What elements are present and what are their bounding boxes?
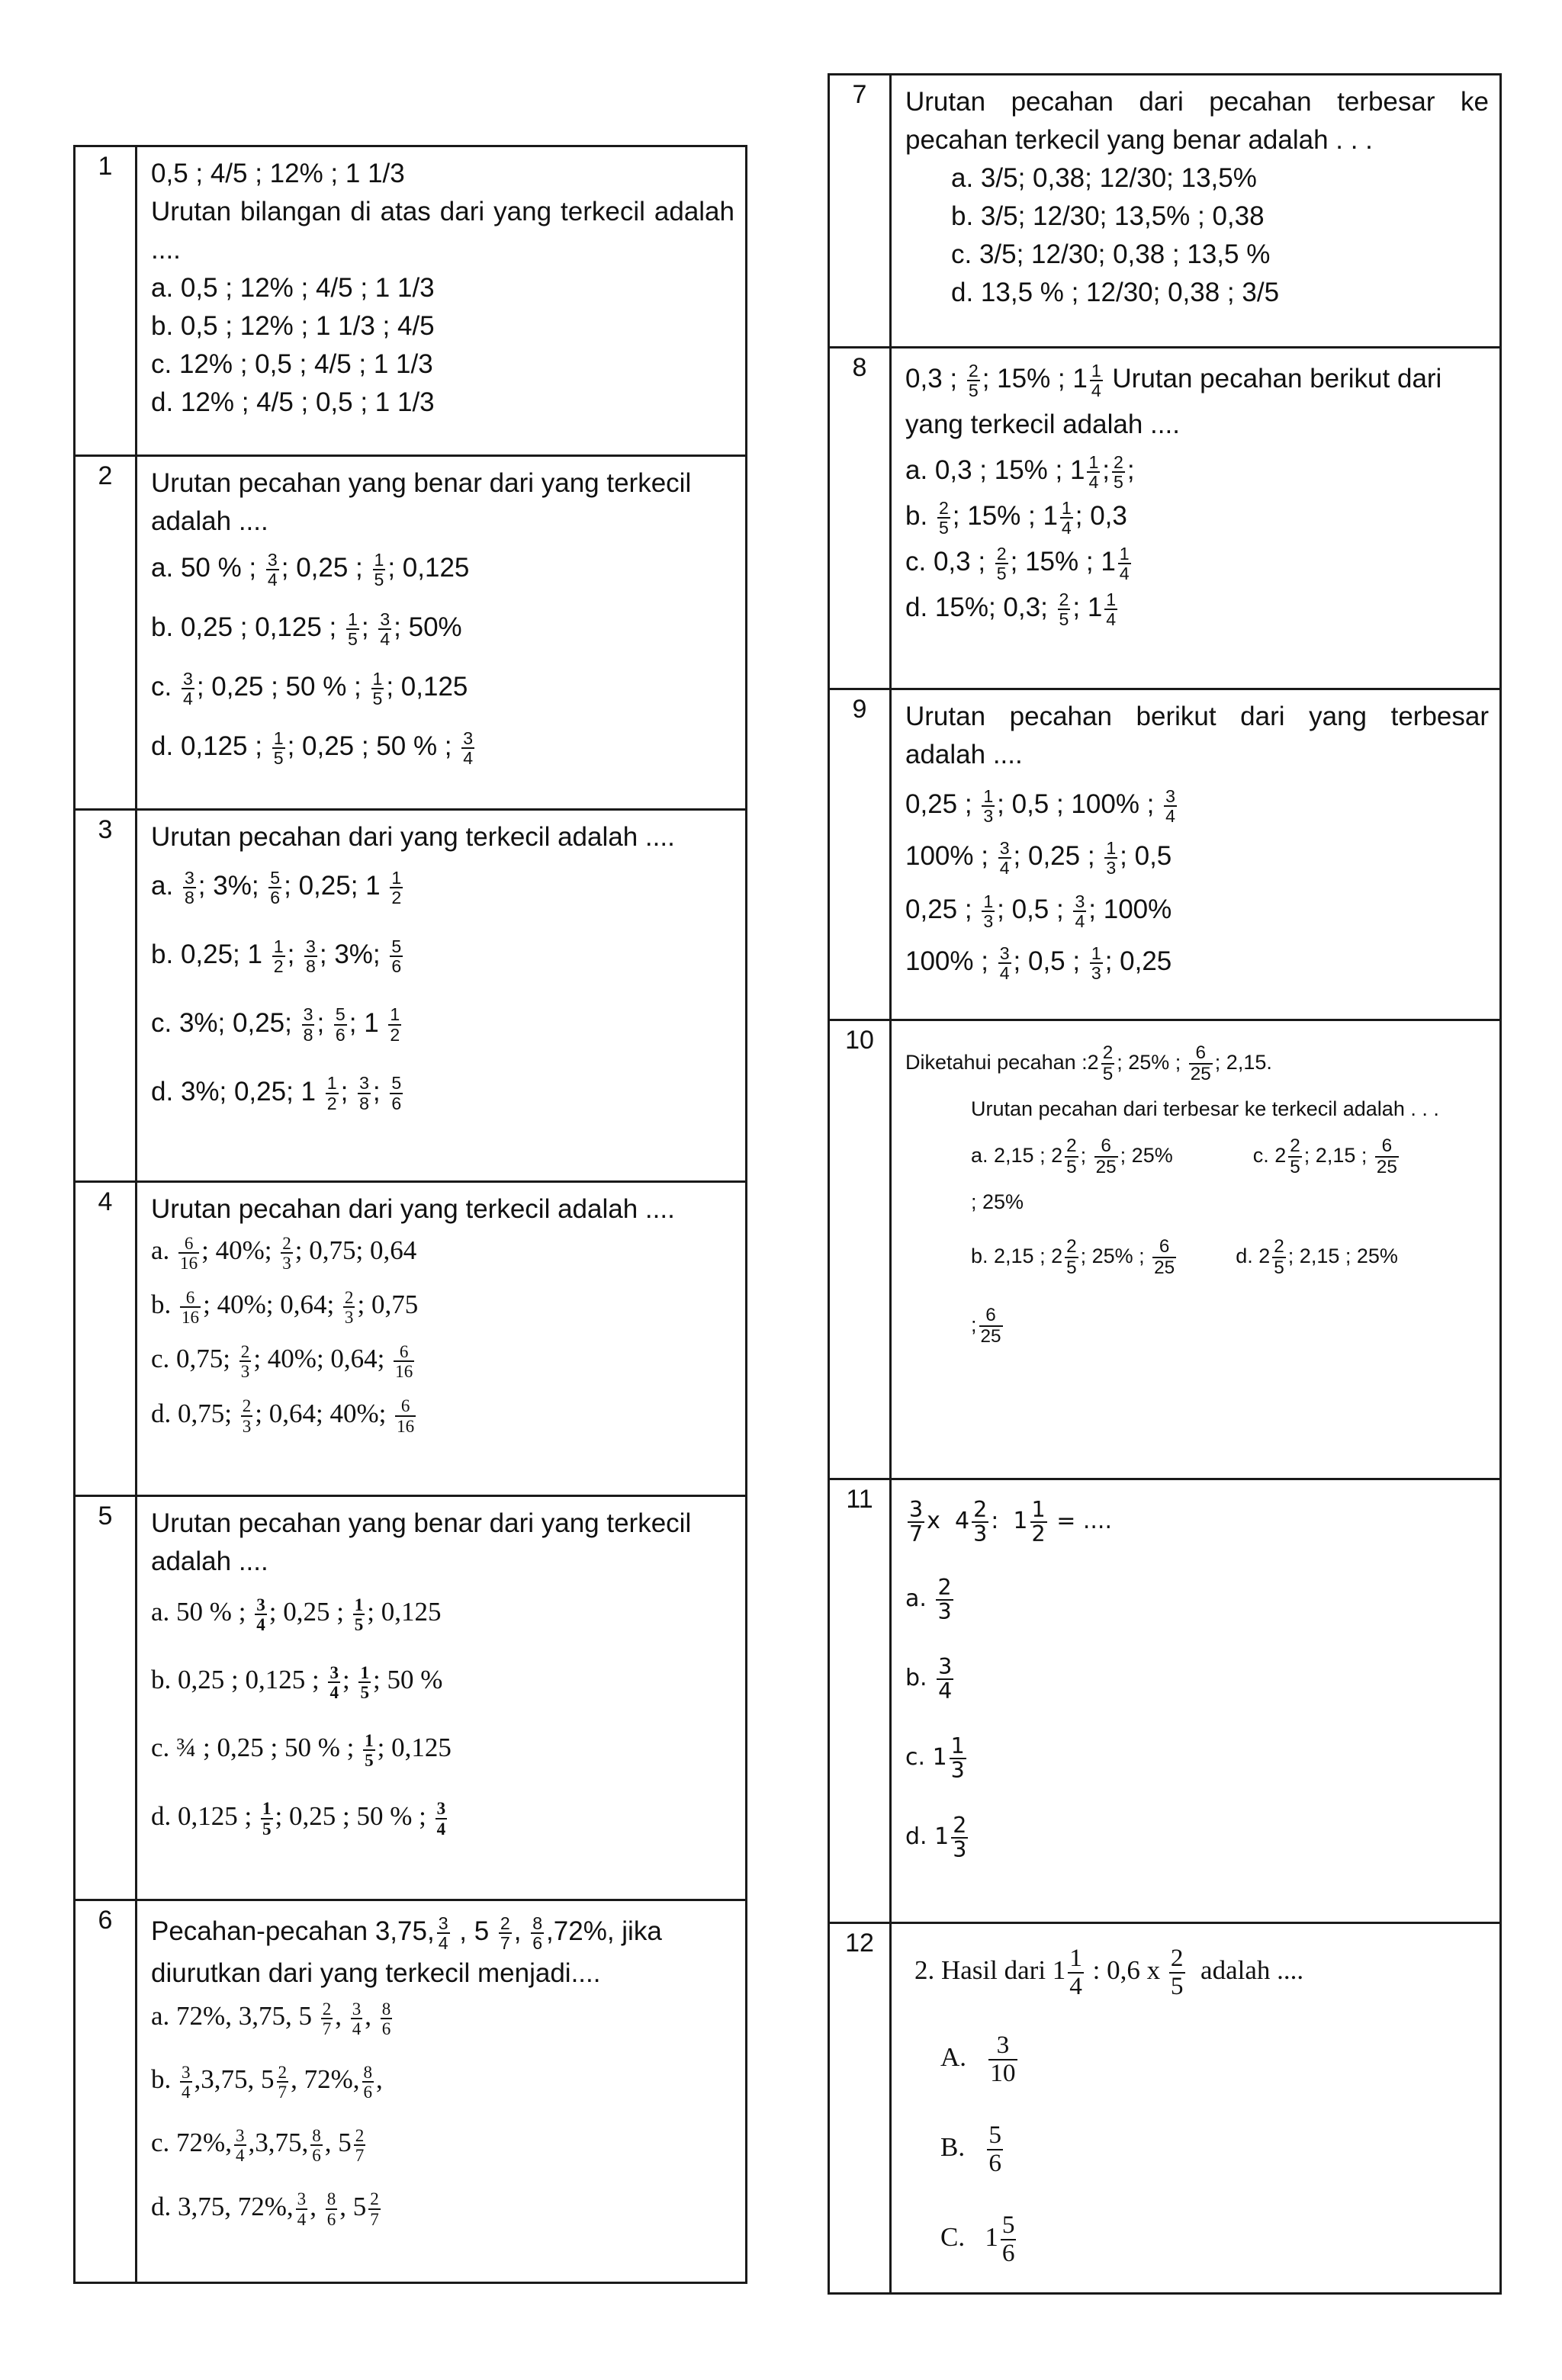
option-a: a. 50 % ; $\frac{3}{4}$ ; 0,25 ; $\frac{1}{5}$ ; 0,125 (151, 1594, 442, 1634)
fraction: $\frac{3}{8}$ (184, 867, 194, 907)
fraction: $\frac{2}{3}$ (344, 1286, 354, 1328)
fraction: $\frac{5}{6}$ (988, 2121, 1001, 2177)
option-b: b. 3/5; 12/30; 13,5% ; 0,38 (951, 201, 1265, 231)
option-b: b. 0,5 ; 12% ; 1 1/3 ; 4/5 (151, 311, 435, 341)
question-text: 2. Hasil dari 1 $\frac{1}{4}$ : 0,6 x $\frac{2}{5}$ adalah .... (914, 1944, 1304, 2000)
option-c: c. 3%; 0,25; $\frac{3}{8}$ ; $\frac{5}{6}$ ; 1 $\frac{1}{2}$ (151, 1004, 400, 1045)
question-body (137, 1496, 747, 1900)
option-c: c. 1 $\frac{1}{3}$ (905, 1733, 965, 1783)
fraction: $\frac{3}{4}$ (256, 1594, 265, 1634)
question-row-6 (75, 1900, 747, 2283)
option-4: 100% ; $\frac{3}{4}$ ; 0,5 ; $\frac{1}{3}$ ; 0,25 (905, 943, 1172, 983)
option-c-cont: ; 25% (971, 1190, 1024, 1213)
option-d: d. 0,125 ; $\frac{1}{5}$ ; 0,25 ; 50 % ; $\frac{3}{4}$ (151, 1798, 446, 1839)
fraction: $\frac{6}{25}$ (980, 1305, 1001, 1347)
fraction: $\frac{3}{4}$ (297, 2189, 307, 2229)
option-c: c. 72%, $\frac{3}{4}$ ,3,75, $\frac{8}{6}$ , 5 $\frac{2}{7}$ (151, 2125, 365, 2166)
option-a: a. 0,3 ; 15% ; 1 $\frac{1}{4}$ ; $\frac{2}{5}$ ; (905, 451, 1135, 492)
question-number: 8 (829, 348, 891, 689)
option-3: 0,25 ; $\frac{1}{3}$ ; 0,5 ; $\frac{3}{4}$ ; 100% (905, 891, 1172, 931)
question-text: Urutan pecahan dari terbesar ke terkecil adalah . . . (971, 1097, 1439, 1120)
fraction: $\frac{2}{7}$ (500, 1913, 510, 1953)
option-b: b. $\frac{3}{4}$ (905, 1653, 953, 1704)
option-a: a. 3/5; 0,38; 12/30; 13,5% (951, 163, 1257, 193)
option-d: d. 13,5 % ; 12/30; 0,38 ; 3/5 (951, 278, 1280, 307)
question-text: Pecahan-pecahan 3,75, $\frac{3}{4}$ , 5 $\frac{2}{7}$ , $\frac{8}{6}$ ,72%, jika (151, 1913, 662, 1953)
question-body (891, 1479, 1501, 1923)
fraction: $\frac{2}{3}$ (242, 1396, 252, 1436)
fraction: $\frac{3}{8}$ (306, 936, 316, 976)
option-a: a. $\frac{6}{16}$ ; 40%; $\frac{2}{3}$ ; 0,75; 0,64 (151, 1232, 417, 1273)
fraction: $\frac{6}{25}$ (1095, 1135, 1117, 1177)
fraction: $\frac{1}{4}$ (1088, 451, 1099, 492)
fraction: $\frac{3}{4}$ (329, 1662, 339, 1703)
fraction: $\frac{1}{3}$ (983, 891, 994, 931)
question-row-5 (75, 1496, 747, 1900)
question-text: Urutan bilangan di atas dari yang terkecil adalah .... (151, 197, 734, 265)
fraction: $\frac{1}{4}$ (1069, 1944, 1082, 2000)
option-a: a. $\frac{2}{3}$ (905, 1574, 952, 1624)
fraction: $\frac{1}{3}$ (1091, 943, 1101, 983)
question-number: 11 (829, 1479, 891, 1923)
question-row-12 (829, 1923, 1501, 2294)
fraction: $\frac{6}{16}$ (397, 1396, 415, 1436)
fraction: $\frac{2}{3}$ (973, 1496, 988, 1547)
option-a: a. 50 % ; $\frac{3}{4}$ ; 0,25 ; $\frac{1}{5}$ ; 0,125 (151, 549, 470, 589)
fraction: $\frac{3}{4}$ (1075, 891, 1085, 931)
fraction: $\frac{2}{3}$ (240, 1341, 250, 1382)
question-text: 0,3 ; $\frac{2}{5}$ ; 15% ; 1 $\frac{1}{4}$ Urutan pecahan berikut dari (905, 360, 1442, 400)
question-body (137, 810, 747, 1182)
fraction: $\frac{2}{5}$ (1059, 589, 1069, 629)
question-text: Urutan pecahan yang benar dari yang terkecil adalah .... (151, 1508, 692, 1576)
fraction: $\frac{5}{6}$ (270, 867, 281, 907)
fraction: $\frac{1}{5}$ (360, 1662, 370, 1703)
question-text: Urutan pecahan yang benar dari yang terkecil adalah .... (151, 468, 692, 536)
fraction: $\frac{6}{16}$ (180, 1232, 198, 1273)
fraction: $\frac{1}{4}$ (1061, 497, 1072, 538)
question-number: 3 (75, 810, 137, 1182)
option-d: d. 0,75; $\frac{2}{3}$ ; 0,64; 40%; $\frac{6}{16}$ (151, 1396, 415, 1436)
question-row-11 (829, 1479, 1501, 1923)
question-number: 4 (75, 1182, 137, 1496)
fraction: $\frac{6}{25}$ (1190, 1042, 1211, 1084)
question-body (137, 146, 747, 456)
question-text-cont: diurutkan dari yang terkecil menjadi.... (151, 1958, 601, 1988)
fraction: $\frac{1}{3}$ (950, 1733, 965, 1783)
fraction: $\frac{5}{6}$ (335, 1004, 346, 1045)
fraction: $\frac{1}{5}$ (372, 668, 383, 708)
fraction: $\frac{1}{3}$ (983, 785, 994, 826)
question-body (137, 1900, 747, 2283)
question-number: 1 (75, 146, 137, 456)
option-a-c: a. 2,15 ; 2 $\frac{2}{5}$ ; $\frac{6}{25}$ ; 25% c. 2 $\frac{2}{5}$ ; 2,15 ; $\frac{6}{25}$ (971, 1135, 1397, 1177)
fraction: $\frac{3}{4}$ (352, 1998, 362, 2038)
question-body (891, 75, 1501, 348)
question-number: 5 (75, 1496, 137, 1900)
fraction: $\frac{2}{5}$ (1274, 1236, 1284, 1278)
fraction: $\frac{2}{5}$ (996, 543, 1007, 583)
fraction: $\frac{8}{6}$ (312, 2125, 321, 2166)
question-row-4 (75, 1182, 747, 1496)
question-text: Urutan pecahan dari yang terkecil adalah .... (151, 822, 675, 852)
question-number: 2 (75, 456, 137, 810)
question-body (137, 456, 747, 810)
left-question-table (73, 145, 747, 2284)
question-text-cont: yang terkecil adalah .... (905, 410, 1180, 439)
question-text: Urutan pecahan dari yang terkecil adalah .... (151, 1194, 675, 1224)
fraction: $\frac{3}{4}$ (938, 1653, 953, 1704)
fraction: $\frac{3}{4}$ (1165, 785, 1175, 826)
option-b: b. 0,25; 1 $\frac{1}{2}$ ; $\frac{3}{8}$ ; 3%; $\frac{5}{6}$ (151, 936, 402, 976)
fraction: $\frac{3}{4}$ (436, 1798, 446, 1839)
option-c: c. 0,3 ; $\frac{2}{5}$ ; 15% ; 1 $\frac{1}{4}$ (905, 543, 1130, 583)
question-body (891, 348, 1501, 689)
fraction: $\frac{3}{10}$ (990, 2031, 1016, 2087)
fraction: $\frac{1}{2}$ (326, 1073, 337, 1113)
fraction: $\frac{2}{5}$ (1066, 1135, 1077, 1177)
fraction: $\frac{5}{6}$ (391, 936, 402, 976)
fraction: $\frac{3}{4}$ (380, 609, 390, 649)
fraction: $\frac{6}{16}$ (395, 1341, 413, 1382)
question-row-2 (75, 456, 747, 810)
fraction: $\frac{5}{6}$ (391, 1073, 402, 1113)
question-text: Urutan pecahan dari pecahan terbesar ke pecahan terkecil yang benar adalah . . . (905, 87, 1489, 155)
fraction: $\frac{2}{7}$ (370, 2189, 379, 2229)
option-c: c. 0,75; $\frac{2}{3}$ ; 40%; 0,64; $\frac{6}{16}$ (151, 1341, 413, 1382)
fraction: $\frac{6}{25}$ (1154, 1236, 1175, 1278)
option-d: d. 3%; 0,25; 1 $\frac{1}{2}$ ; $\frac{3}{8}$ ; $\frac{5}{6}$ (151, 1073, 402, 1113)
fraction: $\frac{1}{3}$ (1106, 837, 1117, 878)
fraction: $\frac{2}{5}$ (1114, 451, 1123, 492)
fraction: $\frac{8}{6}$ (532, 1913, 543, 1953)
option-c: c. 12% ; 0,5 ; 4/5 ; 1 1/3 (151, 349, 433, 379)
fraction: $\frac{3}{4}$ (235, 2125, 245, 2166)
question-text: Urutan pecahan berikut dari yang terbesar adalah .... (905, 702, 1489, 769)
option-c: c. $\frac{3}{4}$ ; 0,25 ; 50 % ; $\frac{1}{5}$ ; 0,125 (151, 668, 468, 708)
fraction: $\frac{3}{4}$ (999, 837, 1010, 878)
option-c: C. 1 $\frac{5}{6}$ (940, 2211, 1015, 2267)
option-d: d. 3,75, 72%, $\frac{3}{4}$ , $\frac{8}{6}$ , 5 $\frac{2}{7}$ (151, 2189, 379, 2229)
fraction: $\frac{2}{7}$ (278, 2061, 288, 2102)
fraction: $\frac{2}{3}$ (937, 1574, 952, 1624)
fraction: $\frac{1}{5}$ (348, 609, 358, 649)
question-row-7 (829, 75, 1501, 348)
fraction: $\frac{1}{5}$ (365, 1730, 374, 1771)
fraction: $\frac{5}{6}$ (1001, 2211, 1015, 2267)
fraction: $\frac{1}{4}$ (1106, 589, 1117, 629)
fraction: $\frac{3}{4}$ (438, 1913, 448, 1953)
option-a: a. 0,5 ; 12% ; 4/5 ; 1 1/3 (151, 273, 435, 303)
question-body (891, 1020, 1501, 1479)
option-b: B. $\frac{5}{6}$ (940, 2121, 1001, 2177)
option-d: d. 15%; 0,3; $\frac{2}{5}$ ; 1 $\frac{1}{4}$ (905, 589, 1117, 629)
question-body (891, 689, 1501, 1020)
fraction: $\frac{1}{5}$ (354, 1594, 364, 1634)
fraction: $\frac{6}{16}$ (182, 1286, 200, 1328)
fraction: $\frac{1}{4}$ (1119, 543, 1130, 583)
fraction: $\frac{2}{7}$ (355, 2125, 365, 2166)
question-values: 0,5 ; 4/5 ; 12% ; 1 1/3 (151, 159, 405, 188)
option-d: d. 12% ; 4/5 ; 0,5 ; 1 1/3 (151, 387, 435, 417)
question-row-9 (829, 689, 1501, 1020)
fraction: $\frac{3}{4}$ (267, 549, 278, 589)
fraction: $\frac{8}{6}$ (326, 2189, 336, 2229)
fraction: $\frac{2}{5}$ (1170, 1944, 1184, 2000)
fraction: $\frac{8}{6}$ (363, 2061, 373, 2102)
fraction: $\frac{1}{5}$ (262, 1798, 272, 1839)
fraction: $\frac{6}{25}$ (1376, 1135, 1397, 1177)
question-intro: Diketahui pecahan :2 $\frac{2}{5}$ ; 25% ; $\frac{6}{25}$ ; 2,15. (905, 1042, 1272, 1084)
option-b: b. $\frac{6}{16}$ ; 40%; 0,64; $\frac{2}{3}$ ; 0,75 (151, 1286, 419, 1328)
fraction: $\frac{1}{5}$ (273, 727, 284, 768)
option-c: c. ¾ ; 0,25 ; 50 % ; $\frac{1}{5}$ ; 0,125 (151, 1730, 452, 1771)
option-a: a. $\frac{3}{8}$ ; 3%; $\frac{5}{6}$ ; 0,25; 1 $\frac{1}{2}$ (151, 867, 402, 907)
fraction: $\frac{3}{4}$ (463, 727, 474, 768)
option-c: c. 3/5; 12/30; 0,38 ; 13,5 % (951, 239, 1271, 269)
option-b: b. $\frac{3}{4}$ ,3,75, 5 $\frac{2}{7}$ , 72%, $\frac{8}{6}$ , (151, 2061, 383, 2102)
option-a: A. $\frac{3}{10}$ (940, 2031, 1016, 2087)
option-b: b. 0,25 ; 0,125 ; $\frac{1}{5}$ ; $\frac{3}{4}$ ; 50% (151, 609, 462, 649)
option-a: a. 72%, 3,75, 5 $\frac{2}{7}$ , $\frac{3}{4}$ , $\frac{8}{6}$ (151, 1998, 391, 2038)
fraction: $\frac{2}{5}$ (1066, 1236, 1077, 1278)
option-1: 0,25 ; $\frac{1}{3}$ ; 0,5 ; 100% ; $\frac{3}{4}$ (905, 785, 1175, 826)
question-number: 7 (829, 75, 891, 348)
question-body (891, 1923, 1501, 2294)
option-b: b. $\frac{2}{5}$ ; 15% ; 1 $\frac{1}{4}$ ; 0,3 (905, 497, 1127, 538)
fraction: $\frac{2}{3}$ (282, 1232, 291, 1273)
question-row-1 (75, 146, 747, 456)
fraction: $\frac{3}{8}$ (359, 1073, 369, 1113)
fraction: $\frac{1}{2}$ (1031, 1496, 1046, 1547)
fraction: $\frac{3}{4}$ (999, 943, 1010, 983)
fraction: $\frac{2}{5}$ (968, 360, 979, 400)
question-row-3 (75, 810, 747, 1182)
question-number: 12 (829, 1923, 891, 2294)
question-row-10 (829, 1020, 1501, 1479)
question-number: 9 (829, 689, 891, 1020)
question-expression: $\frac{3}{7}$ x 4 $\frac{2}{3}$ : 1 $\frac{1}{2}$ = .... (909, 1496, 1113, 1547)
fraction: $\frac{2}{7}$ (322, 1998, 332, 2038)
fraction: $\frac{3}{7}$ (909, 1496, 924, 1547)
fraction: $\frac{2}{3}$ (953, 1812, 967, 1862)
option-d: d. 1 $\frac{2}{3}$ (905, 1812, 967, 1862)
right-question-table (828, 73, 1502, 2295)
fraction: $\frac{1}{2}$ (390, 1004, 400, 1045)
option-2: 100% ; $\frac{3}{4}$ ; 0,25 ; $\frac{1}{3}$ ; 0,5 (905, 837, 1172, 878)
fraction: $\frac{2}{5}$ (1102, 1042, 1114, 1084)
fraction: $\frac{8}{6}$ (381, 1998, 391, 2038)
fraction: $\frac{2}{5}$ (938, 497, 949, 538)
fraction: $\frac{1}{4}$ (1091, 360, 1101, 400)
question-body (137, 1182, 747, 1496)
question-row-8 (829, 348, 1501, 689)
fraction: $\frac{1}{5}$ (374, 549, 384, 589)
option-b: b. 0,25 ; 0,125 ; $\frac{3}{4}$ ; $\frac{1}{5}$ ; 50 % (151, 1662, 443, 1703)
option-d: d. 0,125 ; $\frac{1}{5}$ ; 0,25 ; 50 % ; $\frac{3}{4}$ (151, 727, 474, 768)
question-number: 10 (829, 1020, 891, 1479)
option-b-d: b. 2,15 ; 2 $\frac{2}{5}$ ; 25% ; $\frac{6}{25}$ d. 2 $\frac{2}{5}$ ; 2,15 ; 25% (971, 1236, 1398, 1278)
question-number: 6 (75, 1900, 137, 2283)
fraction: $\frac{3}{8}$ (303, 1004, 313, 1045)
option-b-cont: ; $\frac{6}{25}$ (971, 1305, 1001, 1347)
fraction: $\frac{3}{4}$ (182, 668, 193, 708)
fraction: $\frac{1}{2}$ (273, 936, 284, 976)
fraction: $\frac{3}{4}$ (182, 2061, 191, 2102)
fraction: $\frac{1}{2}$ (391, 867, 402, 907)
fraction: $\frac{2}{5}$ (1290, 1135, 1300, 1177)
